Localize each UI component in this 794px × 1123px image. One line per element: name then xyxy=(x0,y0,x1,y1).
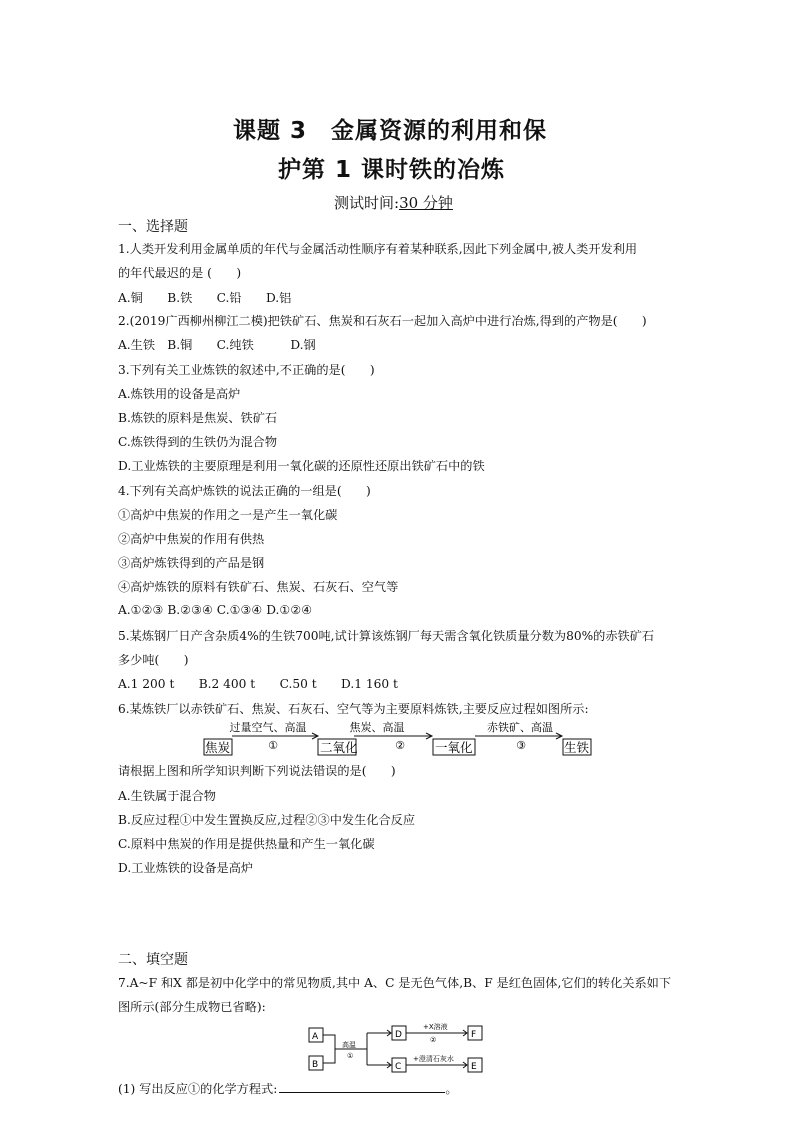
q4-statement-4: ④高炉炼铁的原料有铁矿石、焦炭、石灰石、空气等 xyxy=(118,580,399,594)
q5-options: A.1 200 t B.2 400 t C.50 t D.1 160 t xyxy=(118,677,398,691)
page-title-line2: 护第 1 课时铁的冶炼 xyxy=(278,157,506,183)
section-heading-choice: 一、选择题 xyxy=(118,219,188,235)
reactant-bracket xyxy=(323,1035,335,1063)
arrow3-condition: 赤铁矿、高温 xyxy=(487,721,553,734)
q7-sub1-end: 。 xyxy=(445,1082,458,1096)
q4-options: A.①②③ B.②③④ C.①③④ D.①②④ xyxy=(118,603,313,617)
flow-box-iron-label: 生铁 xyxy=(564,740,590,755)
page-title-line1: 课题 3 金属资源的利用和保 xyxy=(233,118,548,144)
q6-prompt: 请根据上图和所学知识判断下列说法错误的是( ) xyxy=(118,764,396,778)
q3-stem: 3.下列有关工业炼铁的叙述中,不正确的是( ) xyxy=(118,363,375,377)
flow-box-co2-label: 二氧化 xyxy=(320,740,358,755)
q4-statement-2: ②高炉中焦炭的作用有供热 xyxy=(118,532,265,546)
cond-top-step: ② xyxy=(430,1036,437,1044)
flow-box-co-label: 一氧化 xyxy=(435,740,473,755)
q4-stem: 4.下列有关高炉炼铁的说法正确的一组是( ) xyxy=(118,484,371,498)
arrow2-condition: 焦炭、高温 xyxy=(349,721,405,734)
q1-stem-line2: 的年代最迟的是 ( ) xyxy=(118,266,242,280)
q7-stem-line2: 图所示(部分生成物已省略): xyxy=(118,1000,266,1014)
q6-stem: 6.某炼铁厂以赤铁矿石、焦炭、石灰石、空气等为主要原料炼铁,主要反应过程如图所示: xyxy=(118,702,589,716)
section-heading-fill: 二、填空题 xyxy=(118,952,188,968)
q4-statement-1: ①高炉中焦炭的作用之一是产生一氧化碳 xyxy=(118,508,338,522)
arrow2-step: ② xyxy=(395,739,405,752)
test-time xyxy=(334,192,453,213)
node-e: E xyxy=(471,1062,477,1072)
flow-box-coke-label: 焦炭 xyxy=(205,740,231,755)
q6-option-d: D.工业炼铁的设备是高炉 xyxy=(118,861,254,875)
q7-sub1-answer-blank[interactable] xyxy=(279,1081,445,1093)
node-d: D xyxy=(395,1030,402,1040)
q2-options: A.生铁 B.铜 C.纯铁 D.钢 xyxy=(118,338,316,352)
q4-statement-3: ③高炉炼铁得到的产品是钢 xyxy=(118,556,265,570)
q7-transform-diagram xyxy=(305,1018,495,1076)
q1-options: A.铜 B.铁 C.铅 D.铝 xyxy=(118,291,292,305)
node-a: A xyxy=(312,1032,319,1042)
test-time-value: 30 分钟 xyxy=(399,194,453,212)
q6-option-b: B.反应过程①中发生置换反应,过程②③中发生化合反应 xyxy=(118,813,416,827)
arrow1-step: ① xyxy=(268,739,278,752)
q6-flow-diagram xyxy=(196,716,596,758)
q1-stem-line1: 1.人类开发利用金属单质的年代与金属活动性顺序有着某种联系,因此下列金属中,被人类开发利用 xyxy=(118,242,638,256)
q5-stem-line2: 多少吨( ) xyxy=(118,653,189,667)
node-b: B xyxy=(312,1060,319,1070)
q3-option-a: A.炼铁用的设备是高炉 xyxy=(118,387,241,401)
node-c: C xyxy=(395,1062,402,1072)
cond-main: 高温 xyxy=(342,1041,356,1049)
q7-sub1-prompt: (1) 写出反应①的化学方程式: xyxy=(118,1082,278,1096)
cond-main-step: ① xyxy=(347,1052,354,1060)
q7-sub1 xyxy=(118,1080,458,1097)
q6-option-a: A.生铁属于混合物 xyxy=(118,789,216,803)
q6-option-c: C.原料中焦炭的作用是提供热量和产生一氧化碳 xyxy=(118,837,375,851)
test-time-label: 测试时间: xyxy=(334,194,400,212)
cond-bottom: +澄清石灰水 xyxy=(413,1055,454,1063)
node-f: F xyxy=(471,1030,477,1040)
cond-top: +X溶液 xyxy=(423,1023,448,1031)
q3-option-d: D.工业炼铁的主要原理是利用一氧化碳的还原性还原出铁矿石中的铁 xyxy=(118,459,485,473)
q3-option-c: C.炼铁得到的生铁仍为混合物 xyxy=(118,435,278,449)
q7-stem-line1: 7.A~F 和X 都是初中化学中的常见物质,其中 A、C 是无色气体,B、F 是红色固体,它们的转化关系如下 xyxy=(118,976,672,990)
q5-stem-line1: 5.某炼钢厂日产含杂质4%的生铁700吨,试计算该炼钢厂每天需含氧化铁质量分数为80%的赤铁矿石 xyxy=(118,629,655,643)
arrow1-condition: 过量空气、高温 xyxy=(229,721,307,734)
q2-stem: 2.(2019广西柳州柳江二模)把铁矿石、焦炭和石灰石一起加入高炉中进行冶炼,得到的产物是( ) xyxy=(118,314,647,328)
arrow3-step: ③ xyxy=(516,739,526,752)
q3-option-b: B.炼铁的原料是焦炭、铁矿石 xyxy=(118,411,278,425)
